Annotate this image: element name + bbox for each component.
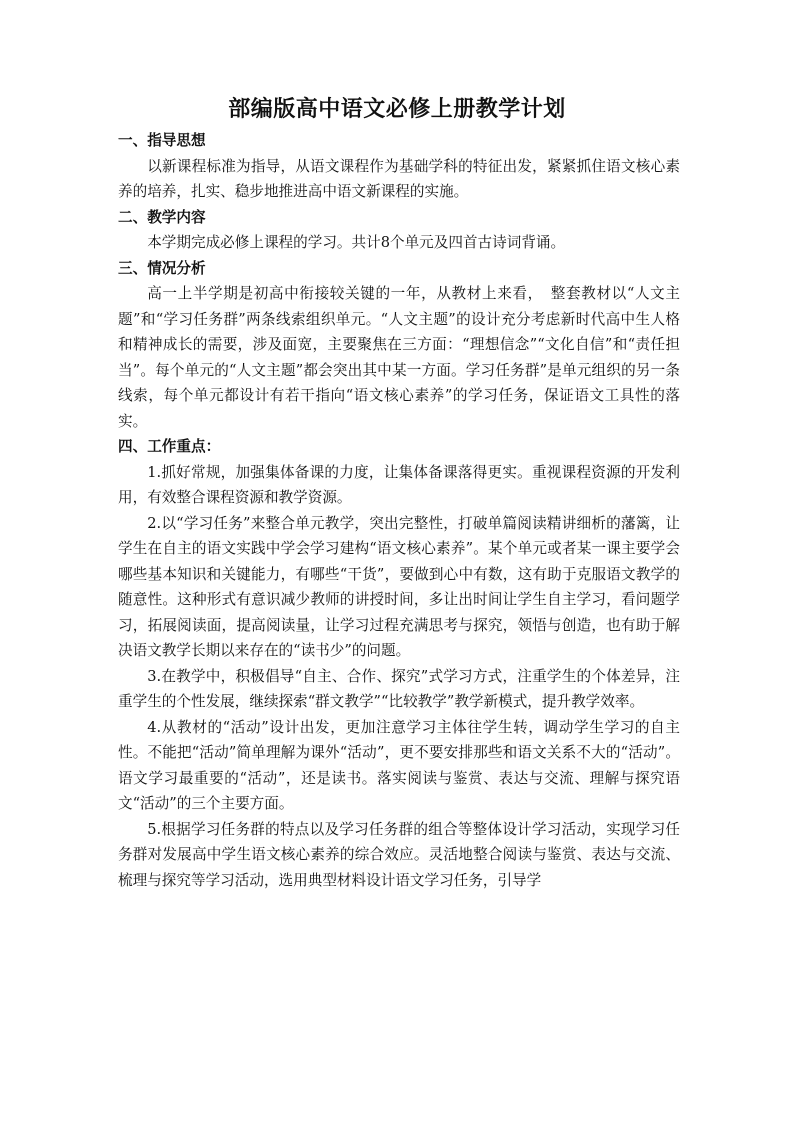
document-title: 部编版高中语文必修上册教学计划 [228,96,566,122]
section-work-focus [118,434,680,893]
section-heading: 一、指导思想 [118,132,206,149]
document-body [118,128,680,893]
body-paragraph: 高一上半学期是初高中衔接较关键的一年，从教材上来看， 整套教材以“人文主题”和“学习任务群”两条线索组织单元。“人文主题”的设计充分考虑新时代高中生人格和精神成长的需要，涉及面宽，主要聚焦在三方面：“理想信念”“文化自信”和“责任担当”。每个单元的“人文主题”都会突出其中某一方面。学习任务群”是单元组织的另一条线索，每个单元都设计有若干指向“语文核心素养”的学习任务，保证语文工具性的落实。 [118,285,680,430]
list-item-paragraph: 2.以“学习任务”来整合单元教学，突出完整性，打破单篇阅读精讲细析的藩篱，让学生在自主的语文实践中学会学习建构“语文核心素养”。某个单元或者某一课主要学会哪些基本知识和关键能力，有哪些“干货”，要做到心中有数，这有助于克服语文教学的随意性。这种形式有意识减少教师的讲授时间，多让出时间让学生自主学习，看问题学习，拓展阅读面，提高阅读量，让学习过程充满思考与探究，领悟与创造，也有助于解决语文教学长期以来存在的“读书少”的问题。 [118,514,680,659]
section-heading: 二、教学内容 [118,208,206,226]
section-heading: 四、工作重点： [118,438,221,455]
section-teaching-content [118,205,680,256]
body-paragraph: 本学期完成必修上课程的学习。共计8个单元及四首古诗词背诵。 [147,234,566,251]
section-guiding-ideology [118,128,680,205]
section-situation-analysis [118,256,680,435]
list-item-paragraph: 5.根据学习任务群的特点以及学习任务群的组合等整体设计学习活动，实现学习任务群对发展高中学生语文核心素养的综合效应。灵活地整合阅读与鉴赏、表达与交流、梳理与探究等学习活动，选用典型材料设计语文学习任务，引导学 [118,820,680,889]
list-item-paragraph: 3.在教学中，积极倡导“自主、合作、探究”式学习方式，注重学生的个体差异，注重学生的个性发展，继续探索“群文教学”“比较教学”教学新模式，提升教学效率。 [118,667,680,710]
section-heading: 三、情况分析 [118,259,206,277]
list-item-paragraph: 1.抓好常规，加强集体备课的力度，让集体备课落得更实。重视课程资源的开发利用，有效整合课程资源和教学资源。 [118,463,680,506]
list-item-paragraph: 4.从教材的“活动”设计出发，更加注意学习主体往学生转，调动学生学习的自主性。不能把“活动”简单理解为课外“活动”，更不要安排那些和语文关系不大的“活动”。语文学习最重要的“活动”，还是读书。落实阅读与鉴赏、表达与交流、理解与探究语文“活动”的三个主要方面。 [118,718,680,812]
body-paragraph: 以新课程标准为指导，从语文课程作为基础学科的特征出发，紧紧抓住语文核心素养的培养，扎实、稳步地推进高中语文新课程的实施。 [118,157,680,200]
